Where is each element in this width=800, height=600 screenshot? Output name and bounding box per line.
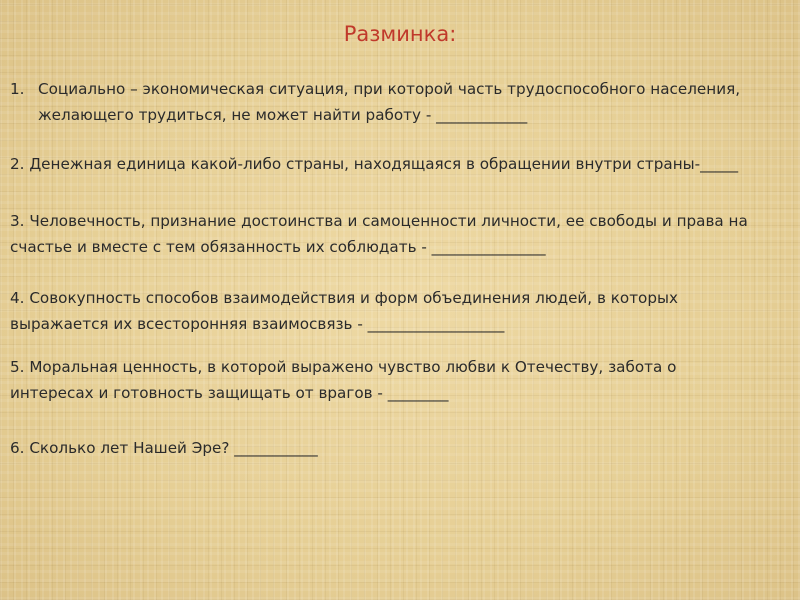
question-3-line-2: счастье и вместе с тем обязанность их соблюдать - _______________ [10, 238, 546, 256]
question-5-line-1: 5. Моральная ценность, в которой выражено чувство любви к Отечеству, забота о [10, 358, 677, 376]
question-4-line-1: 4. Совокупность способов взаимодействия и форм объединения людей, в которых [10, 289, 678, 307]
question-2 [10, 151, 738, 177]
question-1-line-1: Социально – экономическая ситуация, при которой часть трудоспособного населения, [38, 80, 741, 98]
slide-title: Разминка: [343, 22, 457, 46]
question-1-line-2: желающего трудиться, не может найти работу - ____________ [38, 106, 528, 124]
question-6 [10, 435, 318, 461]
question-2-line-1: 2. Денежная единица какой-либо страны, находящаяся в обращении внутри страны-_____ [10, 155, 739, 173]
question-6-line-1: 6. Сколько лет Нашей Эре? ___________ [10, 439, 318, 457]
question-3-line-1: 3. Человечность, признание достоинства и самоценности личности, ее свободы и права на [10, 212, 748, 230]
question-5-line-2: интересах и готовность защищать от врагов - ________ [10, 384, 449, 402]
question-4 [10, 285, 678, 337]
question-5 [10, 354, 676, 406]
question-4-line-2: выражается их всесторонняя взаимосвязь - __________________ [10, 315, 505, 333]
question-1 [38, 76, 740, 128]
question-1-number: 1. [10, 80, 25, 98]
question-3 [10, 208, 748, 260]
